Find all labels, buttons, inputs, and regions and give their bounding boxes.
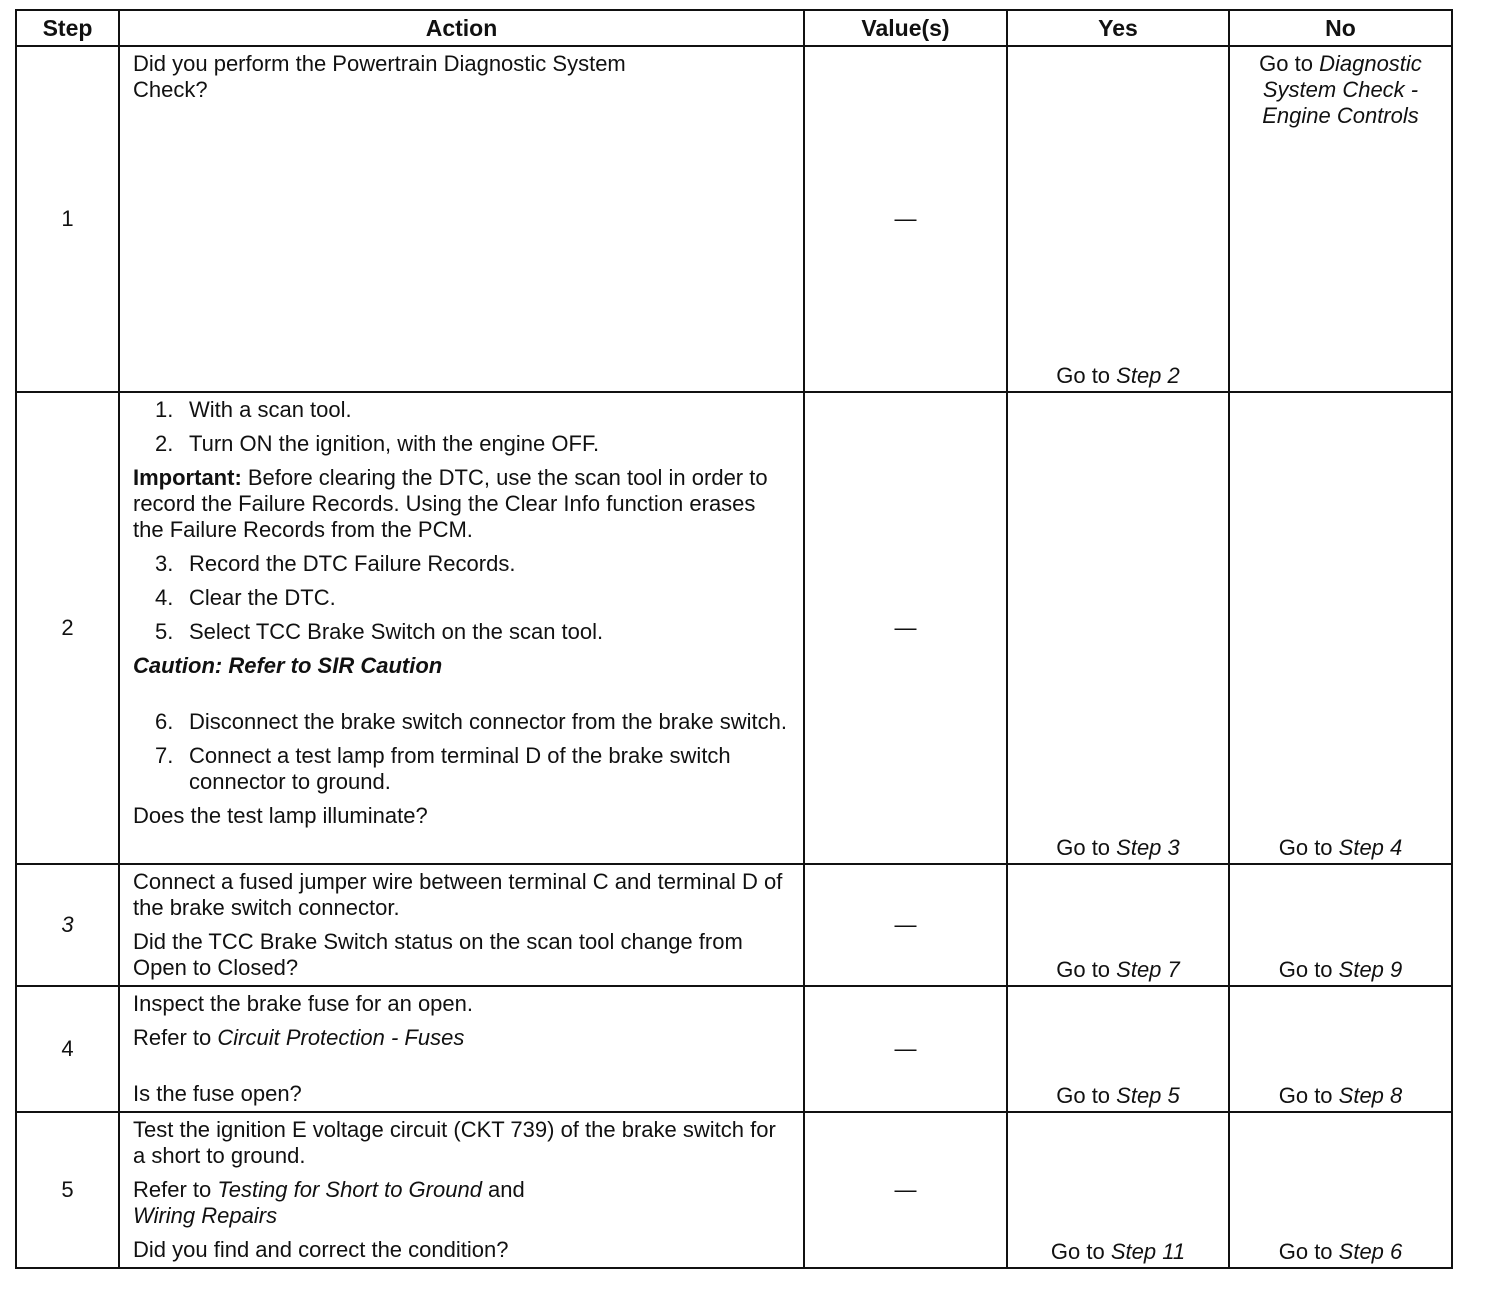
no-link[interactable]: Go to Step 6 xyxy=(1278,1239,1403,1264)
no-link[interactable]: Go to Diagnostic System Check - Engine Controls xyxy=(1259,51,1422,128)
step-number: 1 xyxy=(16,46,119,392)
action-cell xyxy=(119,392,804,864)
header-no: No xyxy=(1229,10,1452,46)
no-cell xyxy=(1229,986,1452,1112)
value-cell: — xyxy=(804,392,1007,864)
no-cell xyxy=(1229,864,1452,986)
action-question: Did the TCC Brake Switch status on the scan tool change from Open to Closed? xyxy=(133,929,743,980)
list-item: 5. Select TCC Brake Switch on the scan tool. xyxy=(155,619,604,644)
table-row xyxy=(16,46,1452,392)
yes-link[interactable]: Go to Step 2 xyxy=(1056,363,1180,388)
action-cell xyxy=(119,1112,804,1268)
yes-cell xyxy=(1007,1112,1229,1268)
list-item: 2. Turn ON the ignition, with the engine OFF. xyxy=(155,431,600,456)
action-cell xyxy=(119,864,804,986)
value-cell: — xyxy=(804,1112,1007,1268)
action-question: Did you find and correct the condition? xyxy=(133,1237,509,1262)
table-row xyxy=(16,1112,1452,1268)
caution-note: Caution: Refer to SIR Caution xyxy=(133,653,443,678)
value-cell: — xyxy=(804,986,1007,1112)
reference-link[interactable]: Testing for Short to Ground xyxy=(217,1177,482,1202)
header-row xyxy=(16,10,1452,46)
action-cell xyxy=(119,46,804,392)
action-question: Does the test lamp illuminate? xyxy=(133,803,428,828)
table-row xyxy=(16,864,1452,986)
no-cell xyxy=(1229,392,1452,864)
reference-text: Refer to Testing for Short to Ground and Wiring Repairs xyxy=(133,1177,525,1228)
no-link[interactable]: Go to Step 9 xyxy=(1278,957,1403,982)
action-text: Test the ignition E voltage circuit (CKT 739) of the brake switch for a short to ground. xyxy=(133,1117,776,1168)
list-item: 4. Clear the DTC. xyxy=(155,585,336,610)
list-item: 7. Connect a test lamp from terminal D of the brake switch connector to ground. xyxy=(155,743,731,794)
value-cell: — xyxy=(804,864,1007,986)
list-item: 1. With a scan tool. xyxy=(155,397,352,422)
yes-link[interactable]: Go to Step 5 xyxy=(1056,1083,1180,1108)
yes-link[interactable]: Go to Step 7 xyxy=(1056,957,1180,982)
step-number: 2 xyxy=(16,392,119,864)
table-row xyxy=(16,986,1452,1112)
important-note: Important: Before clearing the DTC, use the scan tool in order to record the Failure Records. Using the Clear Info function erases the Failure Records from the PCM. xyxy=(133,465,768,542)
header-action: Action xyxy=(119,10,804,46)
yes-link[interactable]: Go to Step 3 xyxy=(1056,835,1180,860)
reference-text: Refer to Circuit Protection - Fuses xyxy=(133,1025,465,1050)
yes-link[interactable]: Go to Step 11 xyxy=(1050,1239,1186,1264)
yes-cell xyxy=(1007,392,1229,864)
header-step: Step xyxy=(16,10,119,46)
step-number: 3 xyxy=(16,864,119,986)
no-link[interactable]: Go to Step 4 xyxy=(1278,835,1403,860)
no-link[interactable]: Go to Step 8 xyxy=(1278,1083,1403,1108)
yes-cell xyxy=(1007,864,1229,986)
list-item: 3. Record the DTC Failure Records. xyxy=(155,551,516,576)
yes-cell xyxy=(1007,46,1229,392)
action-text: Connect a fused jumper wire between terminal C and terminal D of the brake switch connector. xyxy=(133,869,783,920)
action-cell xyxy=(119,986,804,1112)
header-yes: Yes xyxy=(1007,10,1229,46)
no-cell xyxy=(1229,1112,1452,1268)
action-text: Inspect the brake fuse for an open. xyxy=(133,991,474,1016)
action-text: Did you perform the Powertrain Diagnostic System Check? xyxy=(133,51,626,102)
header-values: Value(s) xyxy=(804,10,1007,46)
reference-link[interactable]: Circuit Protection - Fuses xyxy=(217,1025,465,1050)
no-cell xyxy=(1229,46,1452,392)
yes-cell xyxy=(1007,986,1229,1112)
diagnostic-table xyxy=(15,9,1453,1269)
reference-link[interactable]: Wiring Repairs xyxy=(133,1203,278,1228)
step-number: 5 xyxy=(16,1112,119,1268)
value-cell: — xyxy=(804,46,1007,392)
table-row xyxy=(16,392,1452,864)
list-item: 6. Disconnect the brake switch connector from the brake switch. xyxy=(155,709,787,734)
step-number: 4 xyxy=(16,986,119,1112)
action-question: Is the fuse open? xyxy=(133,1081,302,1106)
